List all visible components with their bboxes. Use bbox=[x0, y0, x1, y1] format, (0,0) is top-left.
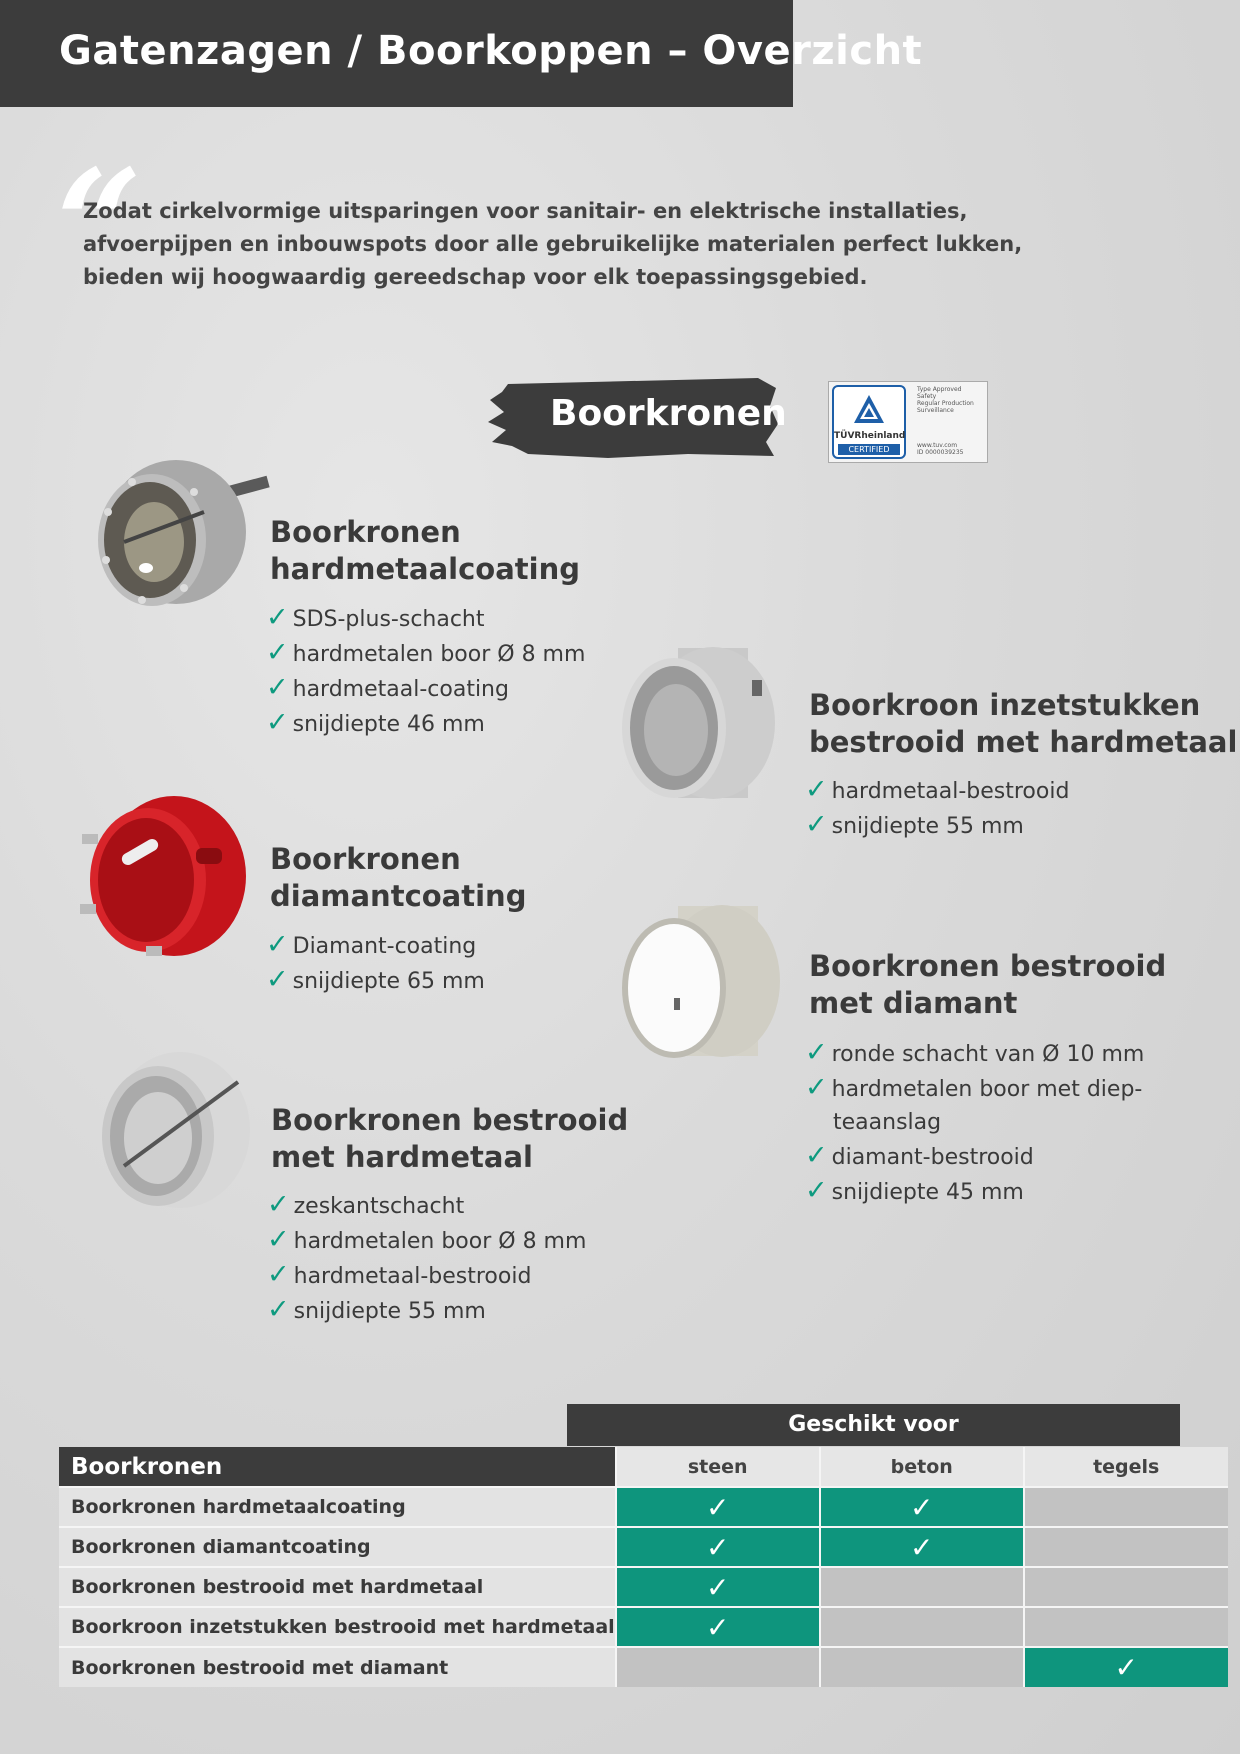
feature-list-diamantcoating bbox=[266, 928, 485, 998]
feature-item: ✓ diamant-bestrooid bbox=[805, 1140, 1034, 1171]
product-image-bestrooid-hardmetaal bbox=[88, 1050, 258, 1224]
table-cell bbox=[820, 1487, 1024, 1527]
table-cell bbox=[616, 1487, 820, 1527]
table-cell bbox=[1024, 1607, 1228, 1647]
product-title-line: bestrooid met hardmetaal bbox=[809, 725, 1238, 759]
table-row bbox=[59, 1647, 1228, 1687]
table-cell bbox=[616, 1527, 820, 1567]
tuv-logo bbox=[832, 385, 906, 459]
checkmark-icon: ✓ bbox=[267, 1224, 290, 1255]
table-row bbox=[59, 1567, 1228, 1607]
tuv-web: www.tuv.com bbox=[917, 442, 958, 449]
product-title-line: Boorkronen bestrooid bbox=[271, 1103, 629, 1137]
table-row-label: Boorkroon inzetstukken bestrooid met hardmetaal bbox=[59, 1607, 616, 1647]
tuv-id: ID 0000039235 bbox=[917, 449, 964, 456]
feature-item: ✓ snijdiepte 65 mm bbox=[266, 964, 485, 995]
tuv-line: Safety bbox=[917, 393, 937, 400]
feature-item: ✓ zeskantschacht bbox=[267, 1189, 465, 1220]
product-title-bestrooid-diamant bbox=[809, 948, 1166, 1022]
feature-item: ✓ hardmetalen boor met diep- teaanslag bbox=[805, 1072, 1143, 1135]
table-header-row bbox=[59, 1447, 1228, 1487]
quote-mark-icon: “ bbox=[56, 137, 143, 313]
tuv-line: Type Approved bbox=[917, 386, 962, 393]
checkmark-icon: ✓ bbox=[705, 1610, 730, 1644]
checkmark-icon: ✓ bbox=[266, 707, 289, 738]
table-cell bbox=[1024, 1487, 1228, 1527]
product-title-line: hardmetaalcoating bbox=[270, 552, 580, 586]
feature-item: ✓ snijdiepte 45 mm bbox=[805, 1175, 1024, 1206]
checkmark-icon: ✓ bbox=[805, 809, 828, 840]
table-row bbox=[59, 1607, 1228, 1647]
tuv-brand: TÜVRheinland bbox=[834, 431, 906, 441]
product-title-line: diamantcoating bbox=[270, 879, 527, 913]
table-cell bbox=[616, 1647, 820, 1687]
product-title-bestrooid-hardmetaal bbox=[271, 1102, 628, 1176]
table-row bbox=[59, 1527, 1228, 1567]
tuv-type-lines bbox=[917, 386, 987, 414]
feature-list-hardmetaalcoating bbox=[266, 601, 585, 741]
checkmark-icon: ✓ bbox=[805, 1175, 828, 1206]
checkmark-icon: ✓ bbox=[266, 929, 289, 960]
feature-item: ✓ hardmetaal-bestrooid bbox=[805, 774, 1070, 805]
product-title-line: Boorkroon inzetstukken bbox=[809, 688, 1201, 722]
feature-list-bestrooid-diamant bbox=[805, 1036, 1144, 1209]
product-title-diamantcoating bbox=[270, 841, 526, 915]
checkmark-icon: ✓ bbox=[266, 602, 289, 633]
table-cell bbox=[616, 1607, 820, 1647]
checkmark-icon: ✓ bbox=[267, 1294, 290, 1325]
checkmark-icon: ✓ bbox=[805, 1037, 828, 1068]
checkmark-icon: ✓ bbox=[909, 1490, 934, 1524]
checkmark-icon: ✓ bbox=[705, 1490, 730, 1524]
checkmark-icon: ✓ bbox=[266, 672, 289, 703]
product-image-inzetstukken bbox=[618, 640, 778, 814]
table-cell bbox=[616, 1567, 820, 1607]
product-image-hardmetaalcoating bbox=[84, 452, 274, 626]
table-row-label: Boorkronen bestrooid met diamant bbox=[59, 1647, 616, 1687]
table-cell bbox=[1024, 1647, 1228, 1687]
table-cell bbox=[820, 1567, 1024, 1607]
table-cell bbox=[1024, 1527, 1228, 1567]
checkmark-icon: ✓ bbox=[266, 964, 289, 995]
table-group-header: Geschikt voor bbox=[567, 1404, 1180, 1446]
table-label-header: Boorkronen bbox=[59, 1447, 616, 1487]
intro-text: Zodat cirkelvormige uitsparingen voor sanitair- en elektrische installaties, afvoerpijpen en inbouwspots door alle gebruikelijke materialen perfect lukken, bieden wij hoogwaardig gereedschap voor elk toepassingsgebied. bbox=[83, 199, 1023, 289]
product-title-line: Boorkronen bbox=[270, 842, 461, 876]
product-title-inzetstukken bbox=[809, 687, 1237, 761]
tuv-id-lines bbox=[917, 442, 987, 456]
header-band bbox=[0, 0, 923, 107]
table-cell bbox=[1024, 1567, 1228, 1607]
checkmark-icon: ✓ bbox=[909, 1530, 934, 1564]
section-title: Boorkronen bbox=[550, 393, 787, 434]
table-cell bbox=[820, 1527, 1024, 1567]
checkmark-icon: ✓ bbox=[267, 1189, 290, 1220]
feature-item: ✓ hardmetaal-coating bbox=[266, 672, 509, 703]
tuv-certification-badge bbox=[828, 381, 988, 463]
table-row-label: Boorkronen bestrooid met hardmetaal bbox=[59, 1567, 616, 1607]
feature-item: ✓ hardmetalen boor Ø 8 mm bbox=[266, 637, 586, 668]
product-title-line: met diamant bbox=[809, 986, 1018, 1020]
product-title-line: met hardmetaal bbox=[271, 1140, 533, 1174]
product-title-line: Boorkronen bestrooid bbox=[809, 949, 1167, 983]
checkmark-icon: ✓ bbox=[805, 774, 828, 805]
checkmark-icon: ✓ bbox=[266, 637, 289, 668]
suitability-table bbox=[59, 1447, 1228, 1687]
checkmark-icon: ✓ bbox=[267, 1259, 290, 1290]
feature-list-inzetstukken bbox=[805, 773, 1069, 843]
feature-item: ✓ snijdiepte 46 mm bbox=[266, 707, 485, 738]
product-image-diamantcoating bbox=[76, 794, 256, 968]
checkmark-icon: ✓ bbox=[705, 1530, 730, 1564]
feature-item: ✓ SDS-plus-schacht bbox=[266, 602, 485, 633]
product-title-hardmetaalcoating bbox=[270, 514, 580, 588]
feature-item: ✓ Diamant-coating bbox=[266, 929, 477, 960]
table-cell bbox=[820, 1607, 1024, 1647]
feature-item: ✓ hardmetaal-bestrooid bbox=[267, 1259, 532, 1290]
checkmark-icon: ✓ bbox=[705, 1570, 730, 1604]
checkmark-icon: ✓ bbox=[1114, 1651, 1138, 1684]
table-row-label: Boorkronen diamantcoating bbox=[59, 1527, 616, 1567]
tuv-line: Surveillance bbox=[917, 407, 954, 414]
feature-item: ✓ snijdiepte 55 mm bbox=[805, 809, 1024, 840]
page-title: Gatenzagen / Boorkoppen – Overzicht bbox=[59, 28, 923, 74]
table-column-header: tegels bbox=[1024, 1447, 1228, 1487]
tuv-line: Regular Production bbox=[917, 400, 974, 407]
table-column-header: steen bbox=[616, 1447, 820, 1487]
checkmark-icon: ✓ bbox=[805, 1140, 828, 1171]
feature-item: ✓ hardmetalen boor Ø 8 mm bbox=[267, 1224, 587, 1255]
product-image-bestrooid-diamant bbox=[618, 898, 788, 1072]
table-row-label: Boorkronen hardmetaalcoating bbox=[59, 1487, 616, 1527]
checkmark-icon: ✓ bbox=[805, 1072, 828, 1103]
product-title-line: Boorkronen bbox=[270, 515, 461, 549]
feature-item: ✓ ronde schacht van Ø 10 mm bbox=[805, 1037, 1145, 1068]
table-column-header: beton bbox=[820, 1447, 1024, 1487]
table-row bbox=[59, 1487, 1228, 1527]
table-cell bbox=[820, 1647, 1024, 1687]
feature-list-bestrooid-hardmetaal bbox=[267, 1188, 586, 1328]
tuv-certified-label: CERTIFIED bbox=[838, 444, 900, 455]
feature-item: ✓ snijdiepte 55 mm bbox=[267, 1294, 486, 1325]
